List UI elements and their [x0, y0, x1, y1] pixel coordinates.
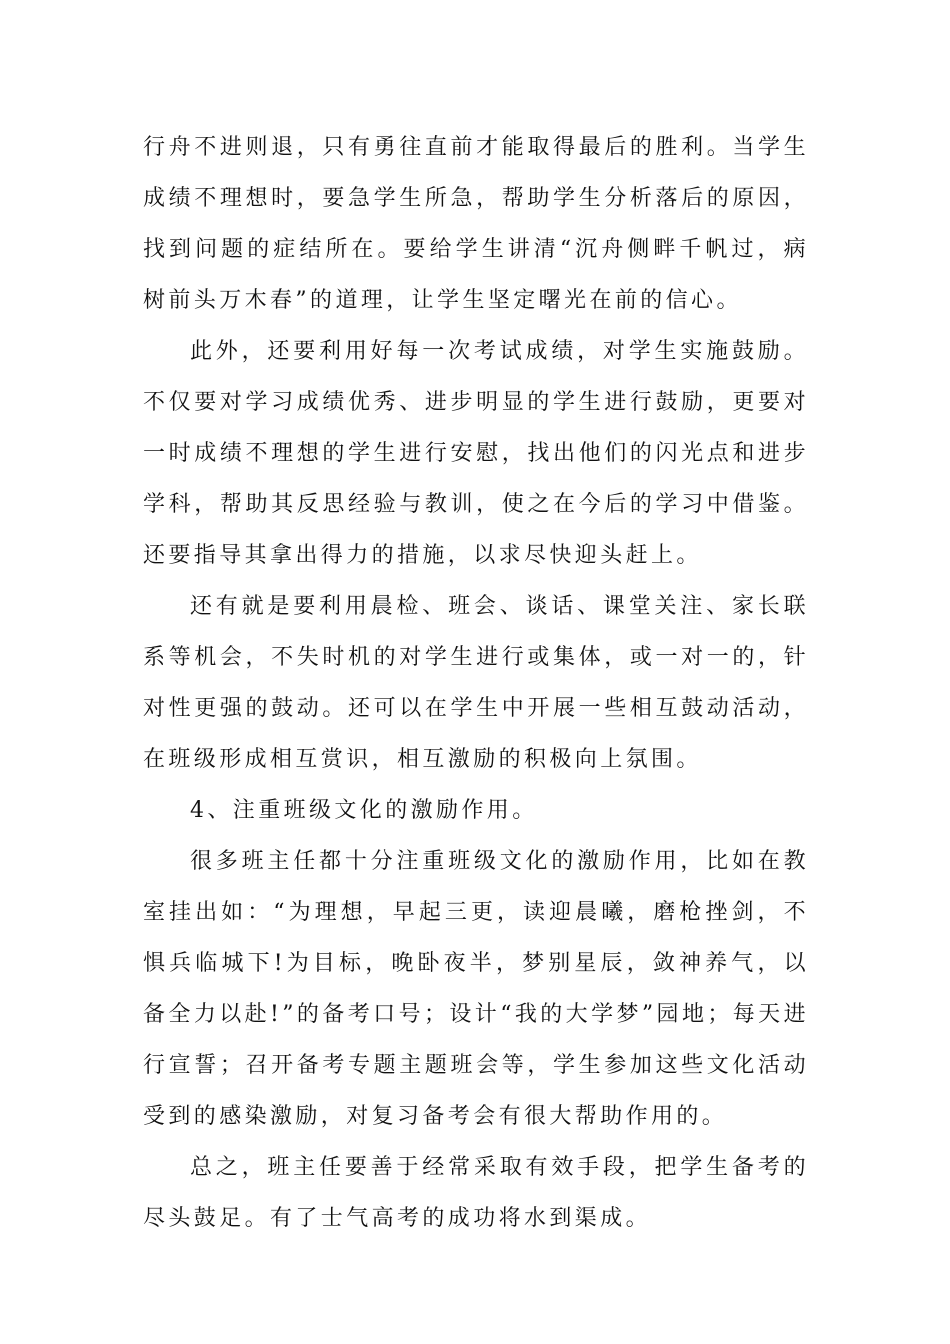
document-body [143, 122, 809, 1244]
paragraph-1: 行舟不进则退，只有勇往直前才能取得最后的胜利。当学生成绩不理想时，要急学生所急，帮助学生分析落后的原因，找到问题的症结所在。要给学生讲清“沉舟侧畔千帆过，病树前头万木春”的道理，让学生坚定曙光在前的信心。 [143, 135, 809, 313]
paragraph-6: 总之，班主任要善于经常采取有效手段，把学生备考的尽头鼓足。有了士气高考的成功将水到渠成。 [143, 1155, 809, 1231]
paragraph-5: 很多班主任都十分注重班级文化的激励作用，比如在教室挂出如：“为理想，早起三更，读迎晨曦，磨枪挫剑，不惧兵临城下!为目标，晚卧夜半，梦别星辰，敛神养气，以备全力以赴!”的备考口号；设计“我的大学梦”园地；每天进行宣誓；召开备考专题主题班会等，学生参加这些文化活动受到的感染激励，对复习备考会有很大帮助作用的。 [143, 849, 809, 1129]
paragraph-2: 此外，还要利用好每一次考试成绩，对学生实施鼓励。不仅要对学习成绩优秀、进步明显的学生进行鼓励，更要对一时成绩不理想的学生进行安慰，找出他们的闪光点和进步学科，帮助其反思经验与教训，使之在今后的学习中借鉴。还要指导其拿出得力的措施，以求尽快迎头赶上。 [143, 339, 809, 568]
paragraph-3: 还有就是要利用晨检、班会、谈话、课堂关注、家长联系等机会，不失时机的对学生进行或集体，或一对一的，针对性更强的鼓动。还可以在学生中开展一些相互鼓动活动，在班级形成相互赏识，相互激励的积极向上氛围。 [143, 594, 809, 772]
section-heading: 4、注重班级文化的激励作用。 [190, 798, 538, 823]
